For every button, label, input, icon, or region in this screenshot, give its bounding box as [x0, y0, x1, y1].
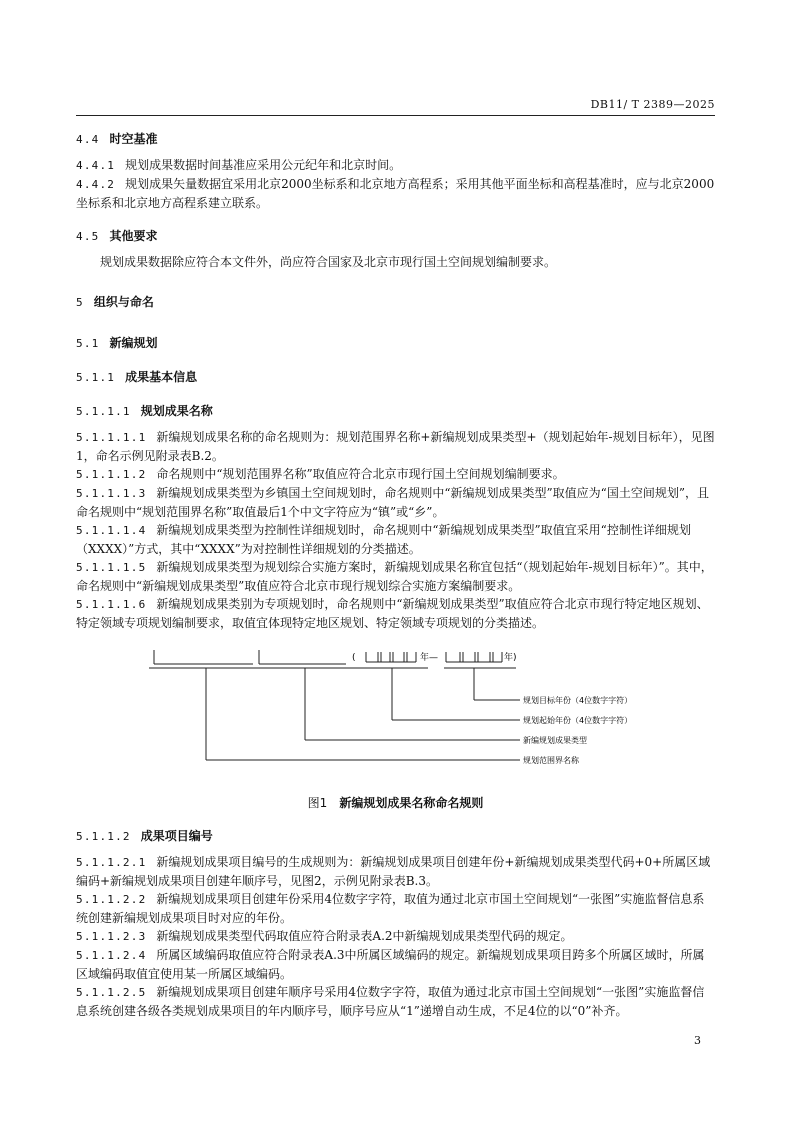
clause-number: 5.1.1.2.1: [76, 856, 147, 869]
clause-text: 新编规划成果类型为乡镇国土空间规划时，命名规则中“新编规划成果类型”取值应为“国土空间规划”，且命名规则中“规划范围界名称”取值最后1个中文字符应为“镇”或“乡”。: [76, 486, 709, 519]
heading-title: 组织与命名: [93, 295, 154, 309]
page-number: 3: [694, 1034, 701, 1047]
clause-5-1-1-2-1: [76, 853, 715, 890]
clause-text: 新编规划成果名称的命名规则为：规划范围界名称+新编规划成果类型+（规划起始年-规划目标年），见图1，命名示例见附录表B.2。: [76, 430, 715, 463]
clause-5-1-1-2-4: [76, 946, 715, 983]
target-year-boxes: [446, 652, 502, 662]
heading-number: 5.1.1: [76, 371, 116, 384]
heading-number: 5.1: [76, 337, 100, 350]
clause-5-1-1-1-6: [76, 595, 715, 632]
clause-text: 新编规划成果类别为专项规划时，命名规则中“新编规划成果类型”取值应符合北京市现行特定地区规划、特定领域专项规划编制要求，取值宜体现特定地区规划、特定领域专项规划的分类描述。: [76, 597, 709, 630]
heading-number: 5.1.1.2: [76, 830, 131, 843]
clause-5-1-1-1-3: [76, 484, 715, 521]
heading-title: 规划成果名称: [140, 404, 213, 418]
clause-4-4-2: [76, 175, 715, 212]
clause-5-1-1-2-5: [76, 983, 715, 1020]
clause-5-1-1-1-1: [76, 428, 715, 465]
figure-1-caption: [76, 794, 715, 812]
caption-text: 新编规划成果名称命名规则: [339, 796, 484, 810]
heading-number: 5.1.1.1: [76, 405, 131, 418]
heading-5-1: [76, 334, 715, 353]
page-content: [76, 130, 715, 1020]
clause-5-1-1-2-3: [76, 927, 715, 946]
open-paren-text: (: [352, 653, 356, 663]
clause-text: 新编规划成果项目编号的生成规则为：新编规划成果项目创建年份+新编规划成果类型代码+0+所属区域编码+新编规划成果项目创建年顺序号，见图2，示例见附录表B.3。: [76, 855, 711, 888]
clause-number: 5.1.1.1.3: [76, 487, 147, 500]
clause-number: 5.1.1.1.2: [76, 468, 147, 481]
clause-text: 新编规划成果类型代码取值应符合附录表A.2中新编规划成果类型代码的规定。: [156, 929, 573, 943]
label-plan-type: 新编规划成果类型: [523, 736, 587, 745]
heading-title: 成果基本信息: [125, 370, 198, 384]
clause-text: 新编规划成果类型为控制性详细规划时，命名规则中“新编规划成果类型”取值宜采用“控制性详细规划（XXXX）”方式，其中“XXXX”为对控制性详细规划的分类描述。: [76, 523, 691, 556]
clause-number: 5.1.1.2.2: [76, 893, 147, 906]
heading-number: 5: [76, 296, 84, 309]
clause-text: 所属区域编码取值应符合附录表A.3中所属区域编码的规定。新编规划成果项目跨多个所属区域时，所属区域编码取值宜使用某一所属区域编码。: [76, 948, 705, 981]
year-end-text: 年): [504, 653, 517, 663]
clause-number: 5.1.1.2.3: [76, 930, 147, 943]
caption-number: 图1: [307, 796, 328, 810]
label-boundary-name: 规划范围界名称: [523, 756, 579, 765]
heading-title: 成果项目编号: [140, 829, 213, 843]
clause-text: 新编规划成果项目创建年顺序号采用4位数字字符，取值为通过北京市国土空间规划“一张图”实施监督信息系统创建各级各类规划成果项目的年内顺序号，顺序号应从“1”递增自动生成，不足4位的以“0”补齐。: [76, 985, 705, 1018]
clause-text: 命名规则中“规划范围界名称”取值应符合北京市现行国土空间规划编制要求。: [156, 467, 565, 481]
heading-title: 新编规划: [109, 336, 158, 350]
paragraph-4-5: 规划成果数据除应符合本文件外，尚应符合国家及北京市现行国土空间规划编制要求。: [100, 255, 557, 269]
clause-number: 5.1.1.1.1: [76, 431, 147, 444]
start-year-boxes: [366, 652, 416, 662]
clause-5-1-1-1-5: [76, 558, 715, 595]
clause-number: 4.4.1: [76, 159, 116, 172]
clause-number: 4.4.2: [76, 178, 116, 191]
heading-5-1-1-2: [76, 827, 715, 846]
clause-number: 5.1.1.1.6: [76, 598, 147, 611]
heading-title: 时空基准: [109, 132, 158, 146]
heading-number: 4.5: [76, 230, 100, 243]
year-separator-text: 年—: [420, 653, 439, 663]
heading-4-4: [76, 130, 715, 149]
label-start-year: 规划起始年份（4位数字字符）: [523, 716, 633, 725]
heading-title: 其他要求: [109, 229, 158, 243]
clause-text: 新编规划成果项目创建年份采用4位数字字符，取值为通过北京市国土空间规划“一张图”实施监督信息系统创建新编规划成果项目时对应的年份。: [76, 892, 705, 925]
heading-4-5: [76, 227, 715, 246]
clause-number: 5.1.1.2.5: [76, 986, 147, 999]
clause-5-1-1-2-2: [76, 890, 715, 927]
heading-5: [76, 293, 715, 312]
label-target-year: 规划目标年份（4位数字字符）: [523, 696, 633, 705]
clause-text: 规划成果数据时间基准应采用公元纪年和北京时间。: [125, 158, 402, 172]
standard-code: DB11/ T 2389—2025: [590, 98, 715, 111]
clause-number: 5.1.1.1.5: [76, 561, 147, 574]
clause-number: 5.1.1.2.4: [76, 949, 147, 962]
clause-4-4-1: [76, 156, 715, 175]
header-rule: [76, 115, 715, 116]
clause-number: 5.1.1.1.4: [76, 524, 147, 537]
clause-text: 规划成果矢量数据宜采用北京2000坐标系和北京地方高程系；采用其他平面坐标和高程基准时，应与北京2000坐标系和北京地方高程系建立联系。: [76, 177, 715, 210]
heading-5-1-1-1: [76, 402, 715, 421]
naming-rule-diagram: [76, 638, 715, 790]
clause-text: 新编规划成果类型为规划综合实施方案时，新编规划成果名称宜包括“（规划起始年-规划目标年）”。其中，命名规则中“新编规划成果类型”取值应符合北京市现行规划综合实施方案编制要求。: [76, 560, 713, 593]
figure-1: [76, 638, 715, 790]
clause-5-1-1-1-2: [76, 465, 715, 484]
heading-number: 4.4: [76, 133, 100, 146]
clause-5-1-1-1-4: [76, 521, 715, 558]
heading-5-1-1: [76, 368, 715, 387]
